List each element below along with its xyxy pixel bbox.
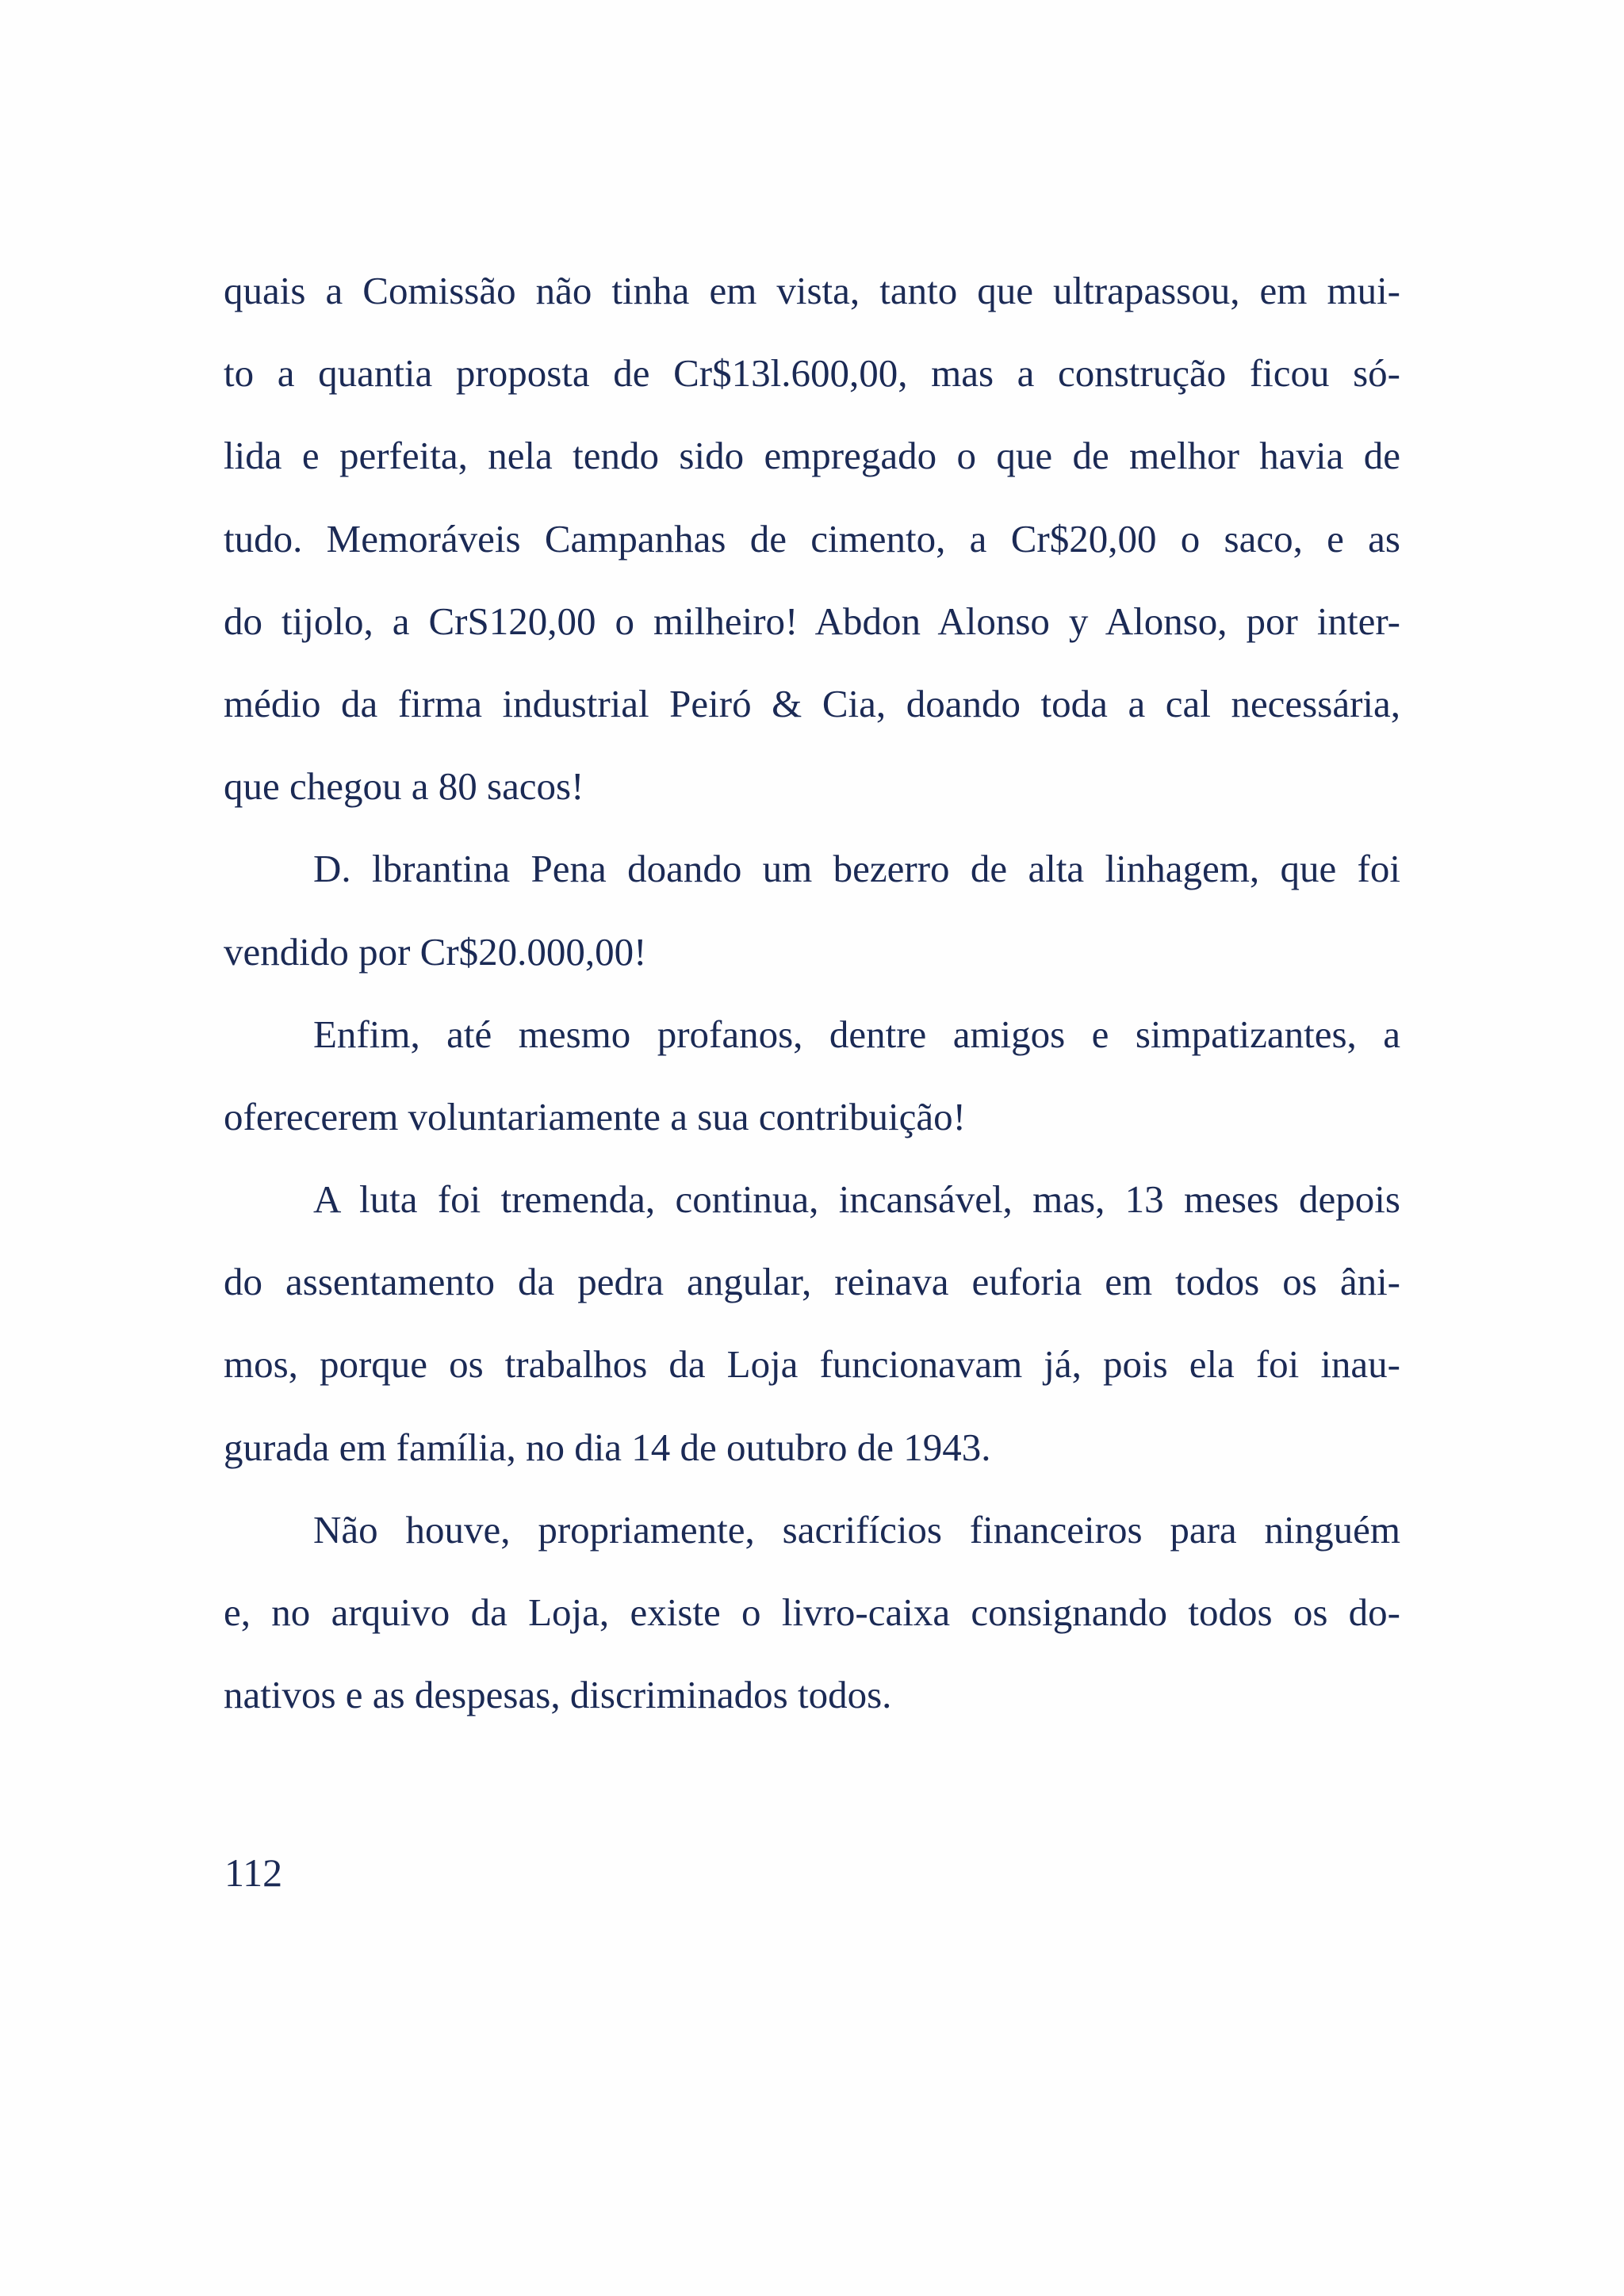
text-line: vendido por Cr$20.000,00! [224,929,647,974]
paragraph-2 [224,828,1400,993]
paragraph-5 [224,1489,1400,1737]
text-line: que chegou a 80 sacos! [224,764,584,809]
text-line: do assentamento da pedra angular, reinava euforia em todos os âni- [224,1260,1400,1304]
text-line: gurada em família, no dia 14 de outubro de 1943. [224,1425,991,1469]
text-line: tudo. Memoráveis Campanhas de cimento, a Cr$20,00 o saco, e as [224,516,1400,561]
text-line: do tijolo, a CrS120,00 o milheiro! Abdon Alonso y Alonso, por inter- [224,599,1400,643]
text-line: lida e perfeita, nela tendo sido empregado o que de melhor havia de [224,434,1400,478]
text-line: e, no arquivo da Loja, existe o livro-caixa consignando todos os do- [224,1590,1400,1634]
text-line: A luta foi tremenda, continua, incansável, mas, 13 meses depois [313,1177,1400,1222]
paragraph-4 [224,1158,1400,1489]
text-line: oferecerem voluntariamente a sua contribuição! [224,1094,966,1138]
text-line: quais a Comissão não tinha em vista, tanto que ultrapassou, em mui- [224,269,1400,312]
text-line: nativos e as despesas, discriminados todos. [224,1673,892,1717]
body-text [224,250,1400,1736]
text-line: D. lbrantina Pena doando um bezerro de alta linhagem, que foi [313,847,1400,891]
text-line: to a quantia proposta de Cr$13l.600,00, mas a construção ficou só- [224,351,1400,396]
paragraph-3 [224,993,1400,1158]
text-line: Não houve, propriamente, sacrifícios financeiros para ninguém [313,1507,1400,1552]
paragraph-1 [224,250,1400,828]
page-number: 112 [224,1850,283,1895]
text-line: mos, porque os trabalhos da Loja funcionavam já, pois ela foi inau- [224,1342,1400,1387]
text-line: médio da firma industrial Peiró & Cia, doando toda a cal necessária, [224,681,1400,725]
text-line: Enfim, até mesmo profanos, dentre amigos e simpatizantes, a [313,1012,1400,1056]
